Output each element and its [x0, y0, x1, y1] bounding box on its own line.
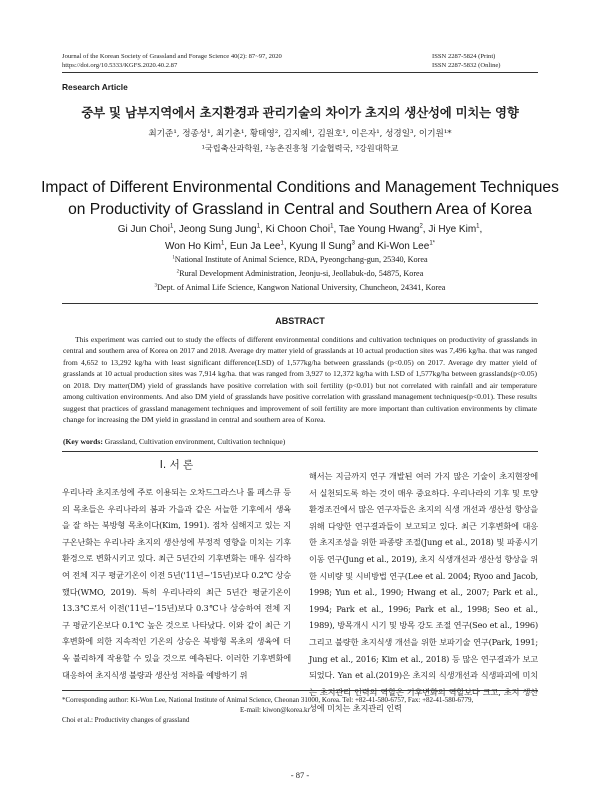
issn-block [432, 53, 501, 70]
author: Gi Jun Choi$^1$, [117, 223, 179, 235]
english-title [40, 177, 560, 221]
abstract-rule-top [62, 303, 538, 304]
abstract-heading: ABSTRACT [275, 316, 325, 326]
footnote-rule [62, 690, 538, 691]
author: Jeong Sung Jung$^1$, [178, 223, 266, 235]
author: Won Ho Kim$^1$, [165, 240, 230, 252]
keywords-label: (Key words: [63, 437, 103, 446]
journal-header [62, 53, 282, 70]
author: Kyung Il Sung$^3$ and [289, 240, 378, 252]
abstract-text: This experiment was carried out to study the effects of different environmental conditions and cultivation techniques on productivity of grasslands in central and southern area of Korea on 2017 and 2018. Average dry matter yield of grasslands at 10 actual production sites was 7,496 kg/ha. that was ranged from 4,652 to 13,292 kg/ha with least significant difference(LSD) of 1,577kg/ha between grasslands (p<0.05) on 2017. Average dry matter yield of grasslands at 10 actual production sites was 7,914 kg/ha. that was ranged from 3,927 to 12,372 kg/ha with LSD of 1,577kg/ha between grasslands(p<0.05) on 2018. Dry matter(DM) yield of grasslands have positive correlation with soil fertility (p<0.01) but not correlated with rainfall and air temperature among cultivation environments. And also DM yield of grasslands have positive correlation with grassland management techniques(p<0.01). These results suggest that practices of grassland management techniques and improvement of soil fertility are more important than cultivation environments by climate change for increasing the DM yield in grassland in central and southern area of Korea. [63, 335, 537, 425]
author: Ki-Won Lee$^{1*}$ [377, 240, 435, 252]
doi-link[interactable]: https://doi.org/10.5333/KGFS.2020.40.2.87 [62, 61, 178, 69]
email-link[interactable]: E-mail: kiwon@korea.kr [240, 706, 310, 715]
body-column-right: 해서는 지금까지 연구 개발된 여러 가지 많은 기술이 초지현장에서 실천되도록 하는 것이 매우 중요하다. 우리나라의 기후 및 토양환경조건에서 많은 연구자들은 초지의 식생 개선과 생산성 향상을 위해 다양한 연구결과들이 보고되고 있다. 최근 기후변화에 대응한 초지조성을 위한 파종량 조절(Jung et al., 2018) 및 파종시기 이동 연구(Jung et al., 2019), 초지 식생개선과 생산성 향상을 위한 시비량 및 시비방법 연구(Lee et al. 2004; Ryoo and Jacob, 1998; Yun et al., 1990; Hwang et al., 2007; Park et al., 1994; Park et al., 1996; Park et al., 1998; Seo et al., 1989), 방목개시 시기 및 방목 강도 조절 연구(Seo et al., 1996) 그리고 불량한 초지식생 개선을 위한 보파기술 연구(Park, 1991; Jung et al., 2016; Kim et al., 2018) 등 많은 연구결과가 보고되었다. Yan et al.(2019)은 초지의 식생개선과 식생파괴에 미치는 초지관리 인력의 역할은 기후변화의 역할보다 크고, 초지 생산성에 미치는 초지관리 인력 [309, 471, 538, 714]
running-head: Choi et al.: Productivity changes of grassland [62, 716, 190, 725]
keywords-text: Grassland, Cultivation environment, Cultivation technique) [104, 437, 286, 446]
issn-online: ISSN 2287-5832 (Online) [432, 61, 501, 69]
header-rule [62, 72, 538, 73]
abstract-rule-bottom [62, 451, 538, 452]
korean-title: 중부 및 남부지역에서 초지환경과 관리기술의 차이가 초지의 생산성에 미치는 영향 [81, 105, 519, 120]
affiliation: $^3$Dept. of Animal Life Science, Kangwon National University, Chuncheon, 24341, Korea [154, 283, 446, 292]
body-column-left: 우리나라 초지조성에 주로 이용되는 오차드그라스나 톨 페스큐 등의 목초들은 우리나라의 봄과 가을과 같은 서늘한 기후에서 생육을 잘 하는 북방형 목초이다(Kim, 1991). 점차 심해지고 있는 지구온난화는 우리나라 초지의 생산성에 부정적 영향을 미치는 기후환경으로 변화시키고 있다. 최근 5년간의 기후변화는 매우 심각하여 전체 지구 평균기온이 이전 5년('11년~'15년)보다 0.2℃ 상승했다(WMO, 2019). 특히 우리나라의 최근 5년간 평균기온이 13.3℃로서 이전('11년~'15년)보다 0.3℃나 상승하여 전체 지구 평균기온보다 0.1℃ 높은 것으로 나타났다. 이와 같이 최근 기후변화에 의한 지속적인 기온의 상승은 북방형 목초의 생육에 더욱 불리하게 작용할 수 있을 것으로 예측된다. 이러한 기후변화에 대응하여 초지식생 불량과 생산성 저하를 예방하기 위 [62, 487, 291, 680]
affiliation: $^1$National Institute of Animal Science, RDA, Pyeongchang-gun, 25340, Korea [172, 255, 428, 264]
author: Eun Ja Lee$^1$, [229, 240, 290, 252]
author: Tae Young Hwang$^2$, [338, 223, 429, 235]
author: Ji Hye Kim$^1$, [428, 223, 483, 235]
issn-print: ISSN 2287-5824 (Print) [432, 53, 496, 60]
article-type: Research Article [62, 82, 128, 92]
english-title-line-2: on Productivity of Grassland in Central and Southern Area of Korea [68, 201, 532, 218]
author-list [60, 221, 540, 255]
footnote [62, 695, 538, 726]
affiliation: $^2$Rural Development Administration, Jeonju-si, Jeollabuk-do, 54875, Korea [176, 269, 424, 278]
page-number: - 87 - [290, 770, 310, 780]
english-title-line-1: Impact of Different Environmental Conditions and Management Techniques [41, 179, 559, 196]
author: Ki Choon Choi$^1$, [265, 223, 339, 235]
keywords [63, 437, 537, 446]
section-heading-introduction: Ⅰ. 서 론 [159, 459, 194, 471]
korean-affiliations: ¹국립축산과학원, ²농촌진흥청 기술협력국, ³강원대학교 [201, 143, 399, 153]
journal-citation: Journal of the Korean Society of Grassland and Forage Science 40(2): 87~97, 2020 [62, 53, 282, 60]
korean-authors: 최기준¹, 정종성¹, 최기춘¹, 황태영², 김지혜¹, 김원호¹, 이은자¹, 성경일³, 이기원¹* [148, 129, 452, 139]
corresponding-author: *Corresponding author: Ki-Won Lee, National Institute of Animal Science, Cheonan 31000, Korea. Tel: +82-41-580-6757, Fax: +82-41-580-6779, [62, 696, 474, 704]
